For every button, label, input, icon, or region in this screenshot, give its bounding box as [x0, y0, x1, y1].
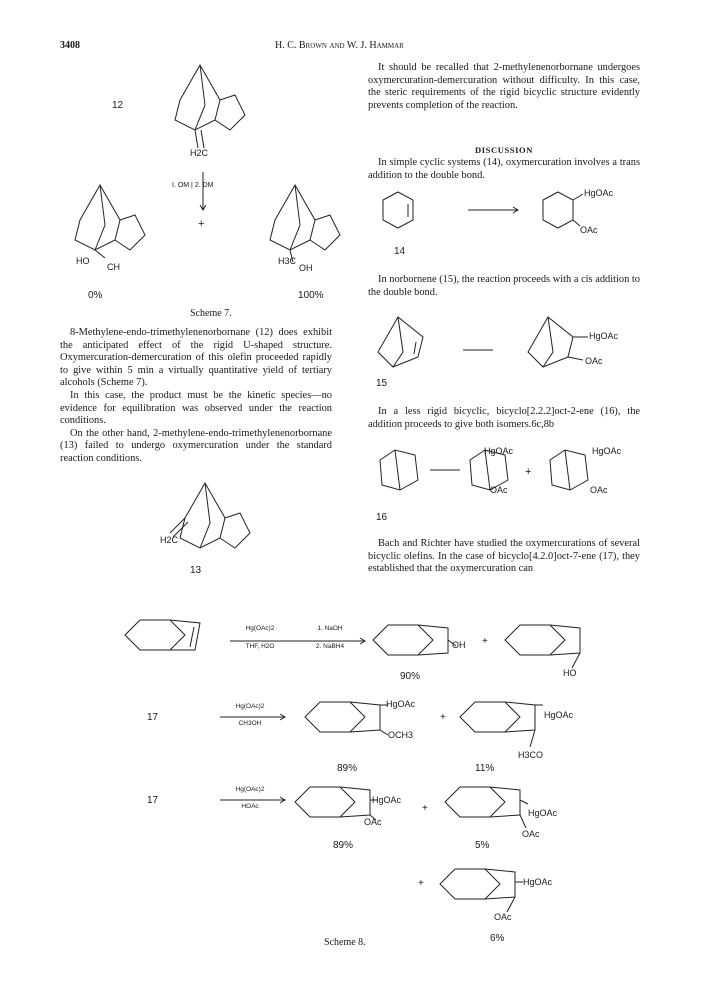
right-para-cis: [368, 274, 640, 299]
left-paragraph: On the other hand, 2-methylene-endo-trimethylenenorbornane (13) failed to undergo oxymercuration under the standard reaction conditions.: [60, 427, 332, 464]
compound-13-label: 13: [190, 565, 202, 576]
page-number: 3408: [60, 40, 80, 51]
row4-yield: 6%: [490, 933, 505, 944]
compound-15-hgoac: HgOAc: [589, 331, 619, 341]
row1-cond-bottom: THF, H2O: [245, 643, 275, 650]
bach-paragraph: Bach and Richter have studied the oxymercurations of several bicyclic olefins. In the case of bicyclo[4.2.0]oct-7-ene (17), they established that the oxymercuration can: [368, 538, 640, 575]
scheme-7-yield-right: 100%: [298, 290, 324, 301]
row1-yield: 90%: [400, 671, 421, 682]
scheme-7-arrow: [200, 172, 210, 212]
left-paragraph: In this case, the product must be the kinetic species—no evidence for equilibration was observed under the reaction conditions.: [60, 389, 332, 427]
row1-reagents-2b: [300, 643, 360, 651]
right-intro: [368, 62, 640, 112]
discussion-heading: DISCUSSION: [475, 145, 533, 155]
intro-paragraph: It should be recalled that 2-methylenenorbornane undergoes oxymercuration-demercuration without difficulty. In this case, the steric requirements of the rigid bicyclic structure evidently prevents completion of the reaction.: [368, 62, 640, 111]
row2-compound-label: 17: [147, 712, 159, 723]
row3-reagent-top: Hg(OAc)2: [235, 786, 265, 793]
row3-reagent-bottom: HOAc: [241, 803, 259, 810]
row2-yield-2: 11%: [475, 763, 495, 774]
row4-oac: OAc: [494, 912, 512, 922]
row3-p1-oac: OAc: [364, 817, 382, 827]
compound-16-p2-hgoac: HgOAc: [592, 446, 622, 456]
running-title: H. C. Brown and W. J. Hammar: [275, 40, 404, 51]
compound-16-plus: +: [525, 466, 532, 478]
row2-p2-h3co: H3CO: [518, 750, 544, 760]
right-para-bicyclooctene: [368, 406, 640, 431]
row3-p2-hgoac: HgOAc: [528, 808, 558, 818]
cis-paragraph: In norbornene (15), the reaction proceeds with a cis addition to the double bond.: [368, 274, 640, 298]
compound-15-label: 15: [376, 378, 388, 389]
row3-plus: +: [422, 803, 428, 814]
compound-13-methylene: H2C: [160, 535, 179, 545]
compound-16-label: 16: [376, 512, 388, 523]
right-para-bach: [368, 538, 640, 576]
right-product-h3c: H3C: [278, 256, 297, 266]
row4-plus: +: [418, 878, 424, 889]
compound-15-oac: OAc: [585, 356, 603, 366]
row2-plus: +: [440, 712, 446, 723]
compound-12-methylene: H2C: [190, 148, 209, 158]
trans-paragraph: In simple cyclic systems (14), oxymercuration involves a trans addition to the double bond.: [368, 157, 640, 181]
compound-16-p1-hgoac: HgOAc: [484, 446, 514, 456]
scheme-7-plus: +: [198, 218, 205, 230]
compound-14-reaction: [368, 190, 608, 250]
compound-12-structure: [160, 60, 260, 160]
row1-ho: HO: [563, 668, 577, 678]
left-paragraph: 8-Methylene-endo-trimethylenenorbornane (12) does exhibit the anticipated effect of the rigid U-shaped structure. Oxymercuration-demercuration of this olefin proceeded rapidly to give within 5 min a virtually quantitative yield of tertiary alcohols (Scheme 7).: [60, 327, 332, 389]
left-column-text: [60, 327, 332, 466]
right-para-trans: [368, 157, 640, 182]
scheme-7-caption: Scheme 7.: [190, 308, 232, 319]
row2-yield-1: 89%: [337, 763, 358, 774]
row3-p1-hgoac: HgOAc: [372, 795, 402, 805]
row1-reagents-2: [300, 625, 360, 633]
left-product-ch: CH: [107, 262, 120, 272]
row1-reagents-1: [230, 625, 290, 633]
row3-p2-oac: OAc: [522, 829, 540, 839]
compound-16-p1-oac: OAc: [490, 485, 508, 495]
row2-product-2: [455, 695, 575, 755]
row2-reagent-top: Hg(OAc)2: [235, 703, 265, 710]
row1-reagents-1b: [230, 643, 290, 651]
left-product-ho: HO: [76, 256, 90, 266]
row2-p2-hgoac: HgOAc: [544, 710, 574, 720]
row3-compound-label: 17: [147, 795, 159, 806]
row1-cond2-bottom: 2. NaBH4: [315, 643, 345, 650]
row2-reagent-bottom: CH3OH: [238, 720, 262, 727]
compound-14-hgoac: HgOAc: [584, 188, 614, 198]
row4-hgoac: HgOAc: [523, 877, 553, 887]
scheme-8-caption: Scheme 8.: [324, 937, 366, 948]
compound-12-label: 12: [112, 100, 124, 111]
compound-16-p2-oac: OAc: [590, 485, 608, 495]
row3-yield-2: 5%: [475, 840, 490, 851]
row1-cond-top: Hg(OAc)2: [245, 625, 275, 632]
scheme-7-product-right: [255, 180, 365, 270]
compound-15-reaction: [368, 312, 628, 382]
bicyclooctene-paragraph: In a less rigid bicyclic, bicyclo[2.2.2]oct-2-ene (16), the addition proceeds to give both isomers.6c,8b: [368, 406, 640, 430]
row2-product-1: [300, 695, 390, 745]
row2-p1-hgoac: HgOAc: [386, 699, 416, 709]
row1-product-2: [500, 618, 620, 678]
row4-product: [435, 862, 545, 927]
compound-14-oac: OAc: [580, 225, 598, 235]
scheme-7-yield-left: 0%: [88, 290, 103, 301]
scheme-8-row1-reactant: [120, 615, 210, 655]
row1-cond2-top: 1. NaOH: [317, 625, 343, 632]
row1-plus: +: [482, 636, 488, 647]
scheme-7-conditions: I. OM | 2. DM: [172, 182, 214, 189]
row1-oh: OH: [452, 640, 466, 650]
row3-yield-1: 89%: [333, 840, 354, 851]
compound-14-label: 14: [394, 246, 406, 257]
right-product-oh: OH: [299, 263, 313, 273]
row2-p1-och3: OCH3: [388, 730, 414, 740]
compound-13-structure: [165, 478, 275, 568]
